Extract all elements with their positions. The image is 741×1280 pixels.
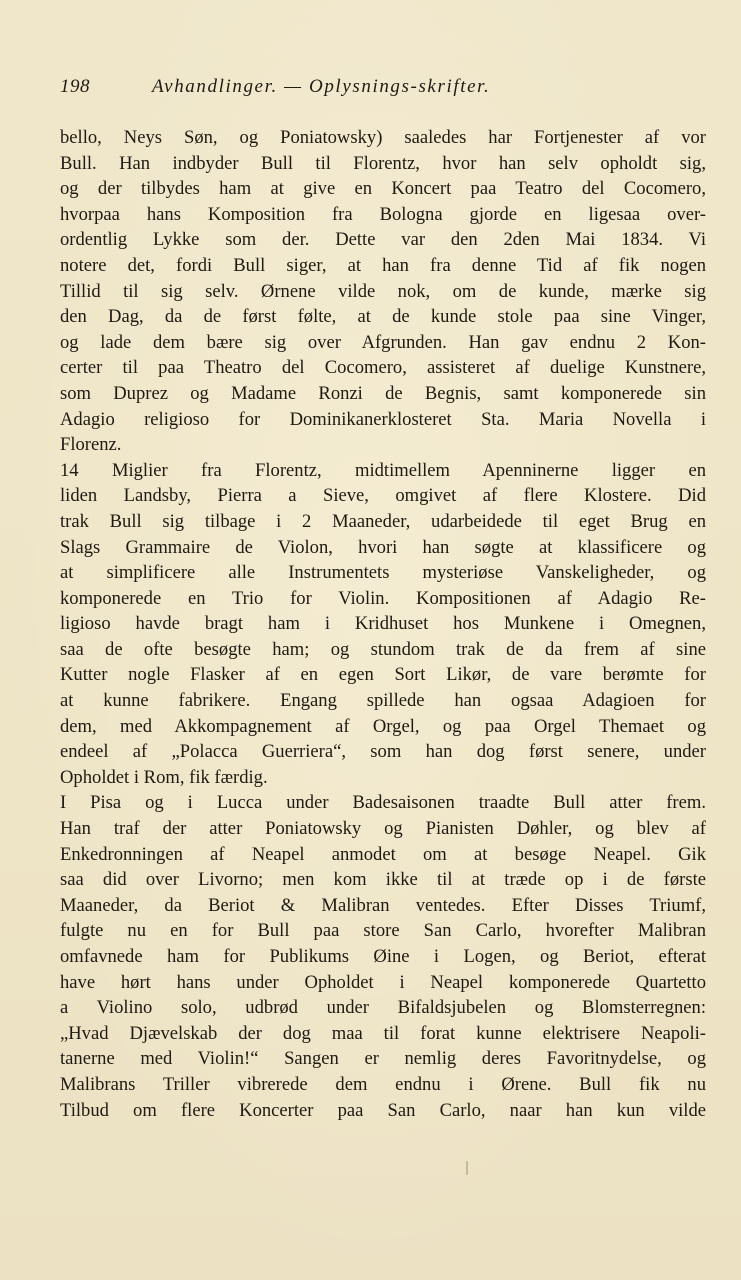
paper-speck: [466, 1161, 468, 1175]
page-number: 198: [60, 76, 90, 97]
text-line: certer til paa Theatro del Cocomero, assisteret af duelige Kunstnere,: [60, 357, 706, 379]
text-line: have hørt hans under Opholdet i Neapel komponerede Quartetto: [60, 971, 706, 993]
text-line: Bull. Han indbyder Bull til Florentz, hvor han selv opholdt sig,: [60, 152, 706, 174]
text-line: tanerne med Violin!“ Sangen er nemlig deres Favoritnydelse, og: [60, 1048, 706, 1070]
text-line: Maaneder, da Beriot & Malibran ventedes. Efter Disses Triumf,: [60, 894, 706, 916]
text-line: Tilbud om flere Koncerter paa San Carlo, naar han kun vilde: [60, 1099, 706, 1121]
text-line: den Dag, da de først følte, at de kunde stole paa sine Vinger,: [60, 306, 706, 328]
text-line: fulgte nu en for Bull paa store San Carlo, hvorefter Malibran: [60, 920, 706, 942]
text-line: trak Bull sig tilbage i 2 Maaneder, udarbeidede til eget Brug en: [60, 510, 706, 532]
text-line: ordentlig Lykke som der. Dette var den 2den Mai 1834. Vi: [60, 229, 706, 251]
text-line: endeel af „Polacca Guerriera“, som han dog først senere, under: [60, 741, 706, 763]
running-title: Avhandlinger. — Oplysnings-skrifter.: [152, 76, 491, 97]
text-line: I Pisa og i Lucca under Badesaisonen traadte Bull atter frem.: [60, 792, 706, 814]
text-line: Opholdet i Rom, fik færdig.: [60, 766, 268, 788]
text-line: omfavnede ham for Publikums Øine i Logen, og Beriot, efterat: [60, 946, 706, 967]
text-line: Adagio religioso for Dominikanerklosteret Sta. Maria Novella i: [60, 408, 706, 430]
text-line: at simplificere alle Instrumentets mysteriøse Vanskeligheder, og: [60, 562, 706, 584]
text-line: Tillid til sig selv. Ørnene vilde nok, om de kunde, mærke sig: [60, 280, 706, 302]
text-line: hvorpaa hans Komposition fra Bologna gjorde en ligesaa over-: [60, 203, 706, 225]
text-line: a Violino solo, udbrød under Bifaldsjubelen og Blomsterregnen:: [60, 997, 706, 1019]
text-line: Florenz.: [60, 434, 122, 456]
running-header: [60, 76, 710, 98]
text-line: saa de ofte besøgte ham; og stundom trak de da frem af sine: [60, 638, 706, 660]
text-line: bello, Neys Søn, og Poniatowsky) saaledes har Fortjenester af vor: [60, 127, 706, 148]
text-line: og der tilbydes ham at give en Koncert paa Teatro del Cocomero,: [60, 178, 706, 200]
text-line: som Duprez og Madame Ronzi de Begnis, samt komponerede sin: [60, 382, 706, 404]
text-line: „Hvad Djævelskab der dog maa til forat kunne elektrisere Neapoli-: [60, 1022, 706, 1044]
body-text: [60, 125, 706, 1123]
text-line: Kutter nogle Flasker af en egen Sort Likør, de vare berømte for: [60, 664, 706, 686]
text-line: Han traf der atter Poniatowsky og Pianisten Døhler, og blev af: [60, 818, 706, 840]
text-line: 14 Miglier fra Florentz, midtimellem Apenninerne ligger en: [60, 459, 706, 481]
text-line: ligioso havde bragt ham i Kridhuset hos Munkene i Omegnen,: [60, 613, 706, 635]
text-line: og lade dem bære sig over Afgrunden. Han gav endnu 2 Kon-: [60, 331, 706, 353]
text-line: dem, med Akkompagnement af Orgel, og paa Orgel Themaet og: [60, 715, 706, 737]
text-line: Enkedronningen af Neapel anmodet om at besøge Neapel. Gik: [60, 843, 706, 865]
text-line: Slags Grammaire de Violon, hvori han søgte at klassificere og: [60, 536, 706, 558]
text-line: saa did over Livorno; men kom ikke til at træde op i de første: [60, 869, 706, 891]
text-line: liden Landsby, Pierra a Sieve, omgivet af flere Klostere. Did: [60, 485, 706, 507]
text-line: notere det, fordi Bull siger, at han fra denne Tid af fik nogen: [60, 254, 706, 276]
text-line: at kunne fabrikere. Engang spillede han ogsaa Adagioen for: [60, 690, 706, 712]
text-line: komponerede en Trio for Violin. Kompositionen af Adagio Re-: [60, 587, 706, 609]
text-line: Malibrans Triller vibrerede dem endnu i Ørene. Bull fik nu: [60, 1073, 706, 1095]
